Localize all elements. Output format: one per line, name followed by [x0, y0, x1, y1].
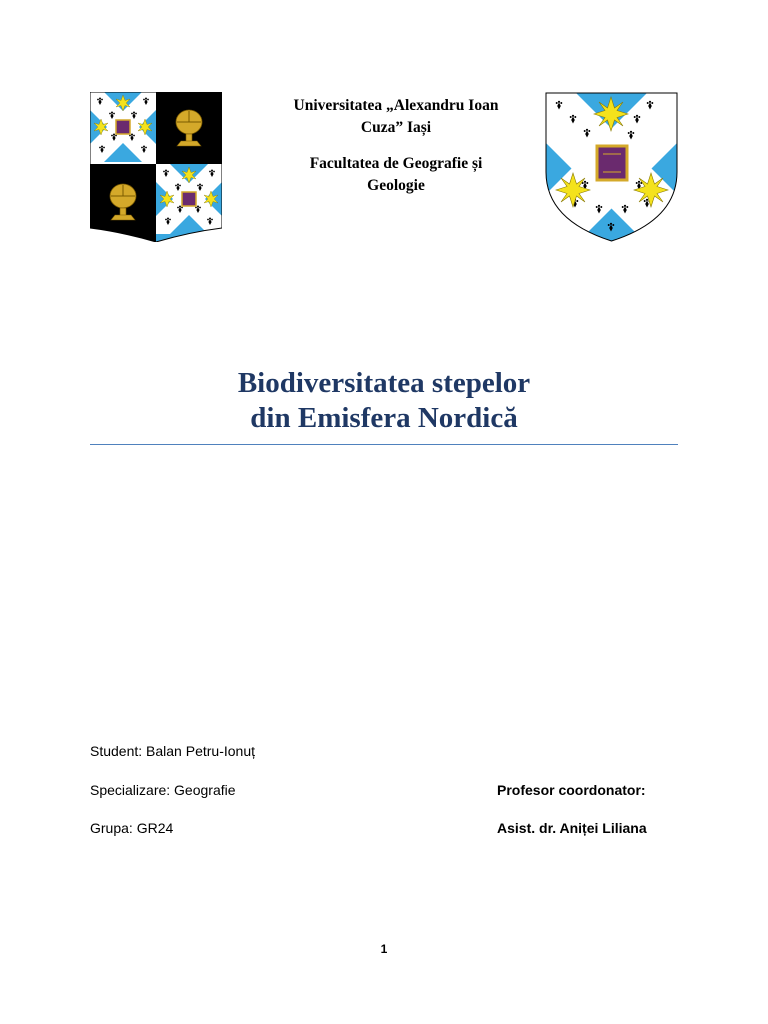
coordinator-name: Asist. dr. Aniței Liliana: [497, 820, 647, 836]
university-coat-of-arms-quartered-icon: [90, 92, 222, 242]
page-number: 1: [380, 942, 388, 956]
document-title: [90, 366, 678, 436]
institution-heading: [268, 95, 524, 197]
faculty-name-line2: Geologie: [367, 177, 425, 194]
university-coat-of-arms-shield-icon: [545, 92, 678, 242]
coordinator-label: Profesor coordonator:: [497, 782, 646, 798]
document-title-line1: Biodiversitatea stepelor: [237, 367, 531, 399]
student-group: Grupa: GR24: [90, 820, 174, 836]
university-name: [268, 95, 524, 139]
title-divider: [90, 444, 678, 445]
university-name-line1: Universitatea „Alexandru Ioan: [293, 97, 499, 114]
student-name: Student: Balan Petru-Ionuț: [90, 743, 255, 759]
student-specialization: Specializare: Geografie: [90, 782, 236, 798]
university-name-line2: Cuza” Iași: [360, 119, 432, 136]
document-title-line2: din Emisfera Nordică: [250, 402, 518, 434]
faculty-name-line1: Facultatea de Geografie și: [309, 155, 483, 172]
faculty-name: [268, 153, 524, 197]
